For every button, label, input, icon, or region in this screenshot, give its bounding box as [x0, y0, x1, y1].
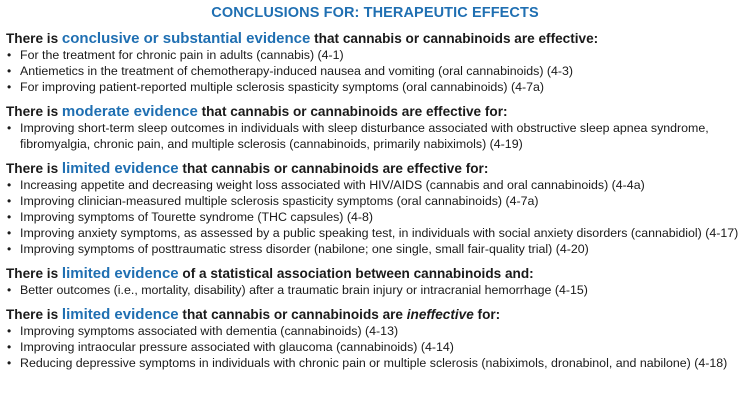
list-item	[6, 323, 744, 339]
heading-prefix: There is	[6, 31, 62, 46]
list-item	[6, 282, 744, 298]
sections-container	[6, 30, 744, 371]
heading-prefix: There is	[6, 104, 62, 119]
list-item	[6, 355, 744, 371]
evidence-level-highlight: limited evidence	[61, 306, 179, 323]
heading-suffix: that cannabis or cannabinoids are effective for:	[178, 161, 489, 176]
evidence-level-highlight: conclusive or substantial evidence	[61, 30, 311, 47]
bullet-icon: •	[7, 324, 12, 338]
evidence-section	[6, 160, 744, 257]
heading-suffix-end: for:	[473, 307, 501, 322]
list-item-text: For the treatment for chronic pain in adults (cannabis) (4-1)	[20, 48, 344, 62]
heading-emphasis: ineffective	[406, 307, 474, 322]
bullet-icon: •	[7, 48, 12, 62]
list-item-text: Increasing appetite and decreasing weight loss associated with HIV/AIDS (cannabis and oral cannabinoids) (4-4a)	[20, 178, 645, 192]
list-item	[6, 79, 744, 95]
list-item-text: Improving intraocular pressure associated with glaucoma (cannabinoids) (4-14)	[20, 340, 454, 354]
list-item	[6, 241, 744, 257]
bullet-icon: •	[7, 283, 12, 297]
bullet-list	[6, 177, 744, 257]
heading-prefix: There is	[6, 266, 62, 281]
bullet-icon: •	[7, 356, 12, 370]
list-item-text: Improving symptoms associated with dementia (cannabinoids) (4-13)	[20, 324, 399, 338]
list-item-text: For improving patient-reported multiple sclerosis spasticity symptoms (oral cannabinoids) (4-7a)	[20, 80, 545, 94]
section-heading	[6, 160, 744, 177]
heading-suffix: that cannabis or cannabinoids are	[178, 307, 407, 322]
list-item-text: Reducing depressive symptoms in individuals with chronic pain or multiple sclerosis (nabiximols, dronabinol, and nabilone) (4-18)	[20, 356, 728, 370]
bullet-icon: •	[7, 80, 12, 94]
heading-prefix: There is	[6, 307, 62, 322]
bullet-icon: •	[7, 226, 12, 240]
evidence-section	[6, 306, 744, 371]
list-item-text: Improving clinician-measured multiple sclerosis spasticity symptoms (oral cannabinoids) (4-7a)	[20, 194, 539, 208]
list-item-text: Improving anxiety symptoms, as assessed by a public speaking test, in individuals with social anxiety disorders (cannabidiol) (4-17)	[20, 226, 739, 240]
section-heading	[6, 265, 744, 282]
list-item-text: Improving symptoms of Tourette syndrome (THC capsules) (4-8)	[20, 210, 374, 224]
list-item	[6, 209, 744, 225]
bullet-list	[6, 282, 744, 298]
section-heading	[6, 30, 744, 47]
bullet-list	[6, 47, 744, 95]
heading-suffix: that cannabis or cannabinoids are effective:	[310, 31, 599, 46]
bullet-icon: •	[7, 210, 12, 224]
section-heading	[6, 306, 744, 323]
evidence-level-highlight: moderate evidence	[61, 103, 198, 120]
list-item	[6, 193, 744, 209]
heading-suffix: that cannabis or cannabinoids are effective for:	[197, 104, 508, 119]
bullet-icon: •	[7, 340, 12, 354]
list-item	[6, 339, 744, 355]
list-item-text: Improving symptoms of posttraumatic stress disorder (nabilone; one single, small fair-quality trial) (4-20)	[20, 242, 589, 256]
evidence-level-highlight: limited evidence	[61, 265, 179, 282]
bullet-list	[6, 323, 744, 371]
evidence-section	[6, 103, 744, 152]
list-item	[6, 225, 744, 241]
list-item-text: Better outcomes (i.e., mortality, disability) after a traumatic brain injury or intracranial hemorrhage (4-15)	[20, 283, 588, 297]
bullet-icon: •	[7, 64, 12, 78]
heading-suffix: of a statistical association between cannabinoids and:	[178, 266, 534, 281]
list-item	[6, 177, 744, 193]
list-item-text: Antiemetics in the treatment of chemotherapy-induced nausea and vomiting (oral cannabinoids) (4-3)	[20, 64, 574, 78]
heading-prefix: There is	[6, 161, 62, 176]
bullet-icon: •	[7, 194, 12, 208]
bullet-icon: •	[7, 178, 12, 192]
evidence-level-highlight: limited evidence	[61, 160, 179, 177]
section-heading	[6, 103, 744, 120]
bullet-icon: •	[7, 121, 12, 135]
list-item	[6, 63, 744, 79]
list-item	[6, 120, 744, 152]
bullet-list	[6, 120, 744, 152]
evidence-section	[6, 265, 744, 298]
evidence-section	[6, 30, 744, 95]
bullet-icon: •	[7, 242, 12, 256]
list-item-text: Improving short-term sleep outcomes in individuals with sleep disturbance associated with obstructive sleep apnea syndrome, fibromyalgia, chronic pain, and multiple sclerosis (cannabinoids, primarily nabiximols) (4-19)	[20, 121, 709, 151]
document-title: CONCLUSIONS FOR: THERAPEUTIC EFFECTS	[211, 5, 539, 21]
list-item	[6, 47, 744, 63]
